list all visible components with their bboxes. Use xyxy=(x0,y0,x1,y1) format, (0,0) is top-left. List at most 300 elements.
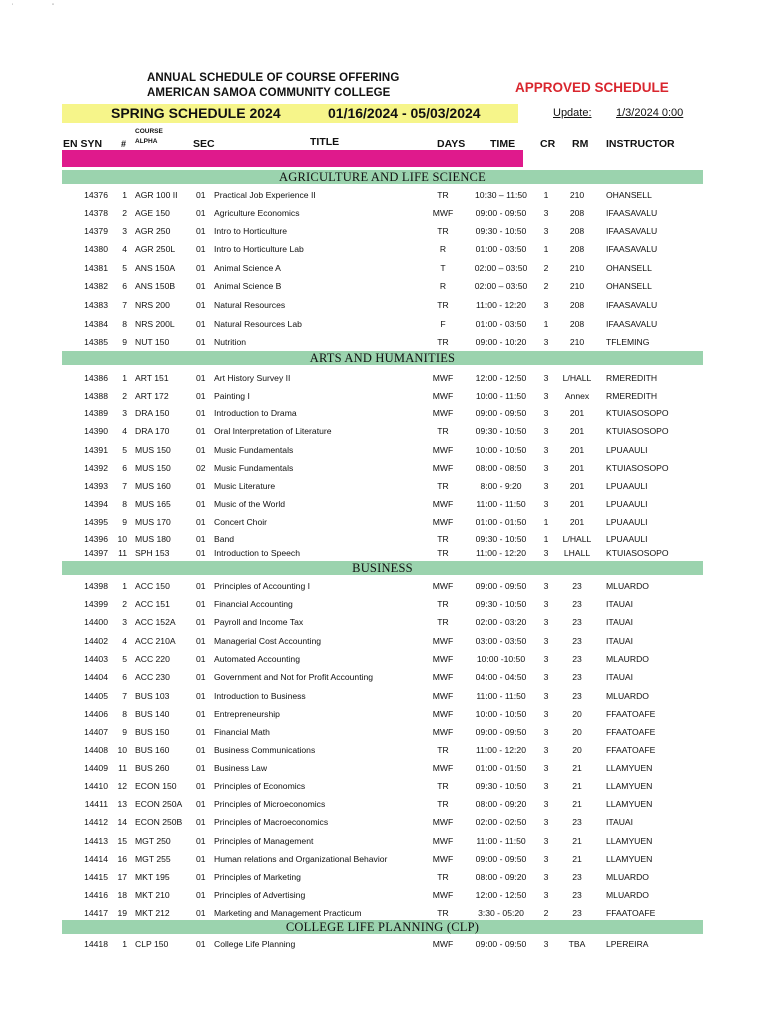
cell-rm: 21 xyxy=(572,763,582,773)
cell-en-syn: 14399 xyxy=(84,599,108,609)
cell-days: F xyxy=(440,319,446,329)
update-label: Update: xyxy=(553,107,592,119)
schedule-banner xyxy=(62,104,518,123)
cell-number: 5 xyxy=(122,445,127,455)
cell-time: 09:00 - 09:50 xyxy=(475,408,527,418)
cell-title: Business Communications xyxy=(214,745,316,755)
cell-time: 04:00 - 04:50 xyxy=(475,672,527,682)
cell-sec: 02 xyxy=(196,463,206,473)
cell-instructor: LLAMYUEN xyxy=(606,781,653,791)
cell-en-syn: 14379 xyxy=(84,226,108,236)
cell-en-syn: 14388 xyxy=(84,391,108,401)
cell-rm: 21 xyxy=(572,781,582,791)
cell-number: 7 xyxy=(122,481,127,491)
cell-course: ACC 210A xyxy=(135,636,176,646)
table-row xyxy=(0,813,768,831)
cell-number: 7 xyxy=(122,691,127,701)
cell-title: Agriculture Economics xyxy=(214,208,300,218)
cell-rm: 20 xyxy=(572,745,582,755)
cell-sec: 01 xyxy=(196,908,206,918)
cell-title: Principles of Advertising xyxy=(214,890,306,900)
table-row xyxy=(0,477,768,495)
cell-rm: 201 xyxy=(569,426,585,436)
cell-days: MWF xyxy=(432,208,454,218)
cell-en-syn: 14390 xyxy=(84,426,108,436)
cell-instructor: LLAMYUEN xyxy=(606,763,653,773)
cell-cr: 3 xyxy=(543,890,549,900)
cell-instructor: IFAASAVALU xyxy=(606,244,658,254)
cell-course: MUS 150 xyxy=(135,445,171,455)
table-row xyxy=(0,935,768,953)
col-time: TIME xyxy=(490,138,516,150)
cell-en-syn: 14404 xyxy=(84,672,108,682)
cell-number: 3 xyxy=(122,226,127,236)
cell-en-syn: 14383 xyxy=(84,300,108,310)
cell-days: TR xyxy=(437,534,449,544)
cell-cr: 3 xyxy=(543,872,549,882)
cell-en-syn: 14412 xyxy=(84,817,108,827)
cell-instructor: FFAATOAFE xyxy=(606,709,656,719)
cell-course: ACC 150 xyxy=(135,581,170,591)
cell-title: Government and Not for Profit Accounting xyxy=(214,672,374,682)
cell-days: R xyxy=(439,244,447,254)
cell-instructor: IFAASAVALU xyxy=(606,226,658,236)
cell-days: TR xyxy=(437,337,449,347)
col-sec: SEC xyxy=(193,138,215,150)
cell-course: BUS 140 xyxy=(135,709,170,719)
cell-days: MWF xyxy=(432,709,454,719)
cell-days: MWF xyxy=(432,373,454,383)
cell-sec: 01 xyxy=(196,481,206,491)
cell-sec: 01 xyxy=(196,709,206,719)
col-course-label: COURSE xyxy=(135,128,163,135)
cell-rm: 208 xyxy=(569,319,585,329)
cell-course: BUS 150 xyxy=(135,727,170,737)
cell-days: MWF xyxy=(432,636,454,646)
cell-sec: 01 xyxy=(196,654,206,664)
cell-sec: 01 xyxy=(196,727,206,737)
cell-instructor: MLUARDO xyxy=(606,691,649,701)
cell-number: 1 xyxy=(122,190,127,200)
cell-title: Introduction to Business xyxy=(214,691,306,701)
table-row xyxy=(0,404,768,422)
cell-en-syn: 14395 xyxy=(84,517,108,527)
cell-rm: 20 xyxy=(572,709,582,719)
cell-time: 09:00 - 09:50 xyxy=(475,854,527,864)
cell-time: 09:00 - 10:20 xyxy=(475,337,527,347)
cell-en-syn: 14384 xyxy=(84,319,108,329)
table-row xyxy=(0,387,768,405)
cell-rm: 21 xyxy=(572,854,582,864)
cell-number: 3 xyxy=(122,408,127,418)
cell-en-syn: 14410 xyxy=(84,781,108,791)
cell-course: NRS 200 xyxy=(135,300,170,310)
cell-en-syn: 14392 xyxy=(84,463,108,473)
table-row xyxy=(0,777,768,795)
cell-days: MWF xyxy=(432,391,454,401)
cell-days: T xyxy=(440,263,446,273)
cell-title: Intro to Horticulture Lab xyxy=(214,244,304,254)
cell-days: MWF xyxy=(432,499,454,509)
cell-title: Art History Survey II xyxy=(214,373,291,383)
cell-sec: 01 xyxy=(196,799,206,809)
cell-instructor: LPUAAULI xyxy=(606,499,648,509)
cell-sec: 01 xyxy=(196,890,206,900)
cell-en-syn: 14389 xyxy=(84,408,108,418)
cell-number: 1 xyxy=(122,939,127,949)
cell-cr: 3 xyxy=(543,481,549,491)
cell-rm: LHALL xyxy=(563,548,591,558)
cell-days: TR xyxy=(437,226,449,236)
cell-time: 03:00 - 03:50 xyxy=(475,636,527,646)
cell-title: Music Literature xyxy=(214,481,276,491)
cell-instructor: FFAATOAFE xyxy=(606,727,656,737)
cell-instructor: LPEREIRA xyxy=(606,939,649,949)
cell-rm: 23 xyxy=(572,636,582,646)
cell-instructor: IFAASAVALU xyxy=(606,319,658,329)
cell-course: DRA 170 xyxy=(135,426,170,436)
banner-title: SPRING SCHEDULE 2024 xyxy=(111,105,281,121)
cell-title: Animal Science B xyxy=(214,281,282,291)
cell-time: 10:00 - 11:50 xyxy=(475,391,526,401)
table-row xyxy=(0,705,768,723)
cell-instructor: RMEREDITH xyxy=(606,391,658,401)
cell-sec: 01 xyxy=(196,426,206,436)
cell-cr: 3 xyxy=(543,727,549,737)
table-row xyxy=(0,613,768,631)
col-number: # xyxy=(121,139,127,149)
cell-en-syn: 14385 xyxy=(84,337,108,347)
cell-cr: 3 xyxy=(543,781,549,791)
cell-number: 11 xyxy=(118,548,127,558)
cell-cr: 3 xyxy=(543,836,549,846)
cell-course: MGT 255 xyxy=(135,854,171,864)
cell-days: MWF xyxy=(432,517,454,527)
cell-sec: 01 xyxy=(196,226,206,236)
cell-rm: 201 xyxy=(569,445,585,455)
cell-days: TR xyxy=(437,426,449,436)
cell-title: Principles of Accounting I xyxy=(214,581,311,591)
cell-title: Band xyxy=(214,534,235,544)
table-row xyxy=(0,544,768,562)
cell-en-syn: 14403 xyxy=(84,654,108,664)
cell-rm: 23 xyxy=(572,691,582,701)
cell-rm: 23 xyxy=(572,617,582,627)
cell-sec: 01 xyxy=(196,499,206,509)
table-row xyxy=(0,741,768,759)
cell-title: Human relations and Organizational Behavior xyxy=(214,854,388,864)
cell-course: ART 172 xyxy=(135,391,169,401)
section-header-business: BUSINESS xyxy=(62,561,703,575)
cell-cr: 3 xyxy=(543,799,549,809)
cell-course: ACC 151 xyxy=(135,599,170,609)
cell-rm: 201 xyxy=(569,517,585,527)
cell-number: 10 xyxy=(117,745,127,755)
cell-time: 02:00 - 02:50 xyxy=(475,817,527,827)
cell-sec: 01 xyxy=(196,517,206,527)
cell-course: MUS 165 xyxy=(135,499,171,509)
cell-instructor: TFLEMING xyxy=(606,337,650,347)
cell-time: 09:30 - 10:50 xyxy=(475,226,527,236)
table-row xyxy=(0,259,768,277)
cell-sec: 01 xyxy=(196,781,206,791)
cell-sec: 01 xyxy=(196,445,206,455)
cell-sec: 01 xyxy=(196,854,206,864)
cell-course: CLP 150 xyxy=(135,939,169,949)
table-row xyxy=(0,850,768,868)
cell-cr: 3 xyxy=(543,426,549,436)
cell-cr: 3 xyxy=(543,208,549,218)
cell-en-syn: 14406 xyxy=(84,709,108,719)
cell-cr: 1 xyxy=(543,190,549,200)
cell-title: Automated Accounting xyxy=(214,654,300,664)
cell-days: TR xyxy=(437,617,449,627)
cell-time: 01:00 - 01:50 xyxy=(475,517,527,527)
col-cr: CR xyxy=(540,138,556,150)
table-row xyxy=(0,795,768,813)
cell-title: Payroll and Income Tax xyxy=(214,617,304,627)
cell-instructor: ITAUAI xyxy=(606,817,634,827)
cell-course: ART 151 xyxy=(135,373,169,383)
cell-title: Financial Math xyxy=(214,727,270,737)
banner-dates: 01/16/2024 - 05/03/2024 xyxy=(328,105,481,121)
cell-days: MWF xyxy=(432,445,454,455)
cell-rm: 23 xyxy=(572,672,582,682)
cell-course: NUT 150 xyxy=(135,337,170,347)
cell-cr: 3 xyxy=(543,581,549,591)
cell-sec: 01 xyxy=(196,691,206,701)
cell-course: BUS 160 xyxy=(135,745,170,755)
cell-time: 09:00 - 09:50 xyxy=(475,939,527,949)
cell-cr: 1 xyxy=(543,534,549,544)
cell-cr: 3 xyxy=(543,463,549,473)
cell-sec: 01 xyxy=(196,319,206,329)
cell-time: 11:00 - 11:50 xyxy=(476,499,526,509)
cell-course: MGT 250 xyxy=(135,836,171,846)
cell-days: TR xyxy=(437,799,449,809)
cell-en-syn: 14411 xyxy=(84,799,108,809)
section-header-agriculture: AGRICULTURE AND LIFE SCIENCE xyxy=(62,170,703,184)
cell-instructor: ITAUAI xyxy=(606,617,634,627)
cell-rm: 201 xyxy=(569,463,585,473)
cell-sec: 01 xyxy=(196,208,206,218)
cell-title: Concert Choir xyxy=(214,517,268,527)
cell-en-syn: 14409 xyxy=(84,763,108,773)
cell-title: College Life Planning xyxy=(214,939,296,949)
section-header-arts: ARTS AND HUMANITIES xyxy=(62,351,703,365)
cell-days: TR xyxy=(437,781,449,791)
cell-title: Painting I xyxy=(214,391,250,401)
highlight-bar xyxy=(62,150,523,167)
cell-title: Music of the World xyxy=(214,499,286,509)
cell-course: ACC 220 xyxy=(135,654,170,664)
cell-cr: 3 xyxy=(543,817,549,827)
cell-title: Business Law xyxy=(214,763,268,773)
cell-number: 14 xyxy=(117,817,127,827)
cell-rm: 201 xyxy=(569,408,585,418)
cell-en-syn: 14391 xyxy=(84,445,108,455)
cell-sec: 01 xyxy=(196,836,206,846)
cell-instructor: FFAATOAFE xyxy=(606,745,656,755)
cell-number: 16 xyxy=(117,854,127,864)
cell-cr: 3 xyxy=(543,672,549,682)
cell-en-syn: 14398 xyxy=(84,581,108,591)
cell-number: 18 xyxy=(117,890,127,900)
cell-number: 2 xyxy=(122,599,127,609)
cell-title: Introduction to Speech xyxy=(214,548,300,558)
cell-time: 08:00 - 09:20 xyxy=(475,799,527,809)
cell-cr: 2 xyxy=(543,263,549,273)
cell-en-syn: 14381 xyxy=(84,263,108,273)
cell-time: 01:00 - 03:50 xyxy=(475,319,527,329)
cell-number: 4 xyxy=(122,426,127,436)
cell-time: 10:00 - 10:50 xyxy=(475,445,527,455)
cell-time: 09:00 - 09:50 xyxy=(475,727,527,737)
cell-sec: 01 xyxy=(196,817,206,827)
cell-course: MKT 212 xyxy=(135,908,170,918)
cell-cr: 3 xyxy=(543,745,549,755)
cell-en-syn: 14413 xyxy=(84,836,108,846)
cell-days: MWF xyxy=(432,939,454,949)
cell-course: ECON 250A xyxy=(135,799,183,809)
table-row xyxy=(0,240,768,258)
cell-instructor: MLUARDO xyxy=(606,890,649,900)
cell-course: MUS 170 xyxy=(135,517,171,527)
cell-en-syn: 14393 xyxy=(84,481,108,491)
cell-number: 9 xyxy=(122,337,127,347)
cell-days: MWF xyxy=(432,727,454,737)
cell-en-syn: 14418 xyxy=(84,939,108,949)
cell-title: Natural Resources Lab xyxy=(214,319,302,329)
cell-en-syn: 14405 xyxy=(84,691,108,701)
cell-rm: 23 xyxy=(572,654,582,664)
cell-course: ANS 150B xyxy=(135,281,176,291)
cell-cr: 3 xyxy=(543,709,549,719)
cell-cr: 3 xyxy=(543,617,549,627)
cell-days: MWF xyxy=(432,817,454,827)
cell-number: 9 xyxy=(122,727,127,737)
cell-title: Managerial Cost Accounting xyxy=(214,636,322,646)
cell-title: Financial Accounting xyxy=(214,599,293,609)
cell-sec: 01 xyxy=(196,190,206,200)
cell-sec: 01 xyxy=(196,636,206,646)
cell-time: 11:00 - 12:20 xyxy=(475,745,526,755)
cell-days: MWF xyxy=(432,581,454,591)
cell-rm: 208 xyxy=(569,300,585,310)
cell-rm: 23 xyxy=(572,890,582,900)
col-rm: RM xyxy=(572,138,589,150)
cell-days: MWF xyxy=(432,463,454,473)
table-row xyxy=(0,333,768,351)
cell-rm: 201 xyxy=(569,499,585,509)
table-row xyxy=(0,595,768,613)
table-row xyxy=(0,723,768,741)
cell-en-syn: 14396 xyxy=(84,534,108,544)
cell-cr: 3 xyxy=(543,373,549,383)
cell-days: MWF xyxy=(432,672,454,682)
cell-time: 01:00 - 01:50 xyxy=(475,763,527,773)
college-name: AMERICAN SAMOA COMMUNITY COLLEGE xyxy=(147,87,391,99)
cell-en-syn: 14417 xyxy=(84,908,108,918)
cell-time: 09:00 - 09:50 xyxy=(475,208,527,218)
cell-time: 11:00 - 12:20 xyxy=(475,548,526,558)
cell-time: 11:00 - 11:50 xyxy=(476,691,526,701)
cell-number: 10 xyxy=(117,534,127,544)
cell-course: ACC 230 xyxy=(135,672,170,682)
col-en-syn: EN SYN xyxy=(63,138,103,150)
cell-number: 2 xyxy=(122,208,127,218)
cell-course: MUS 180 xyxy=(135,534,171,544)
cell-cr: 3 xyxy=(543,939,549,949)
cell-course: BUS 260 xyxy=(135,763,170,773)
table-row xyxy=(0,668,768,686)
cell-cr: 3 xyxy=(543,654,549,664)
cell-sec: 01 xyxy=(196,373,206,383)
cell-days: MWF xyxy=(432,654,454,664)
cell-instructor: LLAMYUEN xyxy=(606,836,653,846)
approved-schedule-label: APPROVED SCHEDULE xyxy=(515,80,669,95)
cell-number: 5 xyxy=(122,263,127,273)
cell-title: Introduction to Drama xyxy=(214,408,297,418)
cell-course: ECON 150 xyxy=(135,781,177,791)
cell-course: AGR 250 xyxy=(135,226,171,236)
cell-rm: 21 xyxy=(572,799,582,809)
cell-number: 6 xyxy=(122,463,127,473)
cell-days: TR xyxy=(437,908,449,918)
cell-course: MUS 160 xyxy=(135,481,171,491)
cell-rm: 23 xyxy=(572,817,582,827)
cell-time: 10:00 -10:50 xyxy=(476,654,526,664)
cell-time: 12:00 - 12:50 xyxy=(475,373,527,383)
cell-sec: 01 xyxy=(196,617,206,627)
cell-sec: 01 xyxy=(196,939,206,949)
cell-title: Natural Resources xyxy=(214,300,286,310)
cell-number: 5 xyxy=(122,654,127,664)
cell-cr: 3 xyxy=(543,391,549,401)
cell-time: 01:00 - 03:50 xyxy=(475,244,527,254)
cell-rm: 208 xyxy=(569,226,585,236)
cell-time: 3:30 - 05:20 xyxy=(478,908,524,918)
cell-days: R xyxy=(439,281,447,291)
cell-cr: 3 xyxy=(543,300,549,310)
cell-cr: 3 xyxy=(543,636,549,646)
cell-en-syn: 14397 xyxy=(84,548,108,558)
cell-en-syn: 14414 xyxy=(84,854,108,864)
scan-mark: " xyxy=(52,4,55,10)
cell-instructor: LPUAAULI xyxy=(606,481,648,491)
cell-title: Entrepreneurship xyxy=(214,709,280,719)
cell-number: 4 xyxy=(122,244,127,254)
cell-title: Principles of Management xyxy=(214,836,314,846)
cell-instructor: MLUARDO xyxy=(606,872,649,882)
cell-rm: 201 xyxy=(569,481,585,491)
cell-number: 17 xyxy=(117,872,127,882)
cell-number: 6 xyxy=(122,672,127,682)
table-row xyxy=(0,422,768,440)
cell-cr: 3 xyxy=(543,499,549,509)
cell-title: Principles of Economics xyxy=(214,781,306,791)
table-row xyxy=(0,296,768,314)
cell-rm: 210 xyxy=(569,281,585,291)
cell-time: 09:00 - 09:50 xyxy=(475,581,527,591)
cell-time: 12:00 - 12:50 xyxy=(475,890,527,900)
cell-number: 6 xyxy=(122,281,127,291)
cell-time: 09:30 - 10:50 xyxy=(475,426,527,436)
cell-rm: 21 xyxy=(572,836,582,846)
cell-en-syn: 14378 xyxy=(84,208,108,218)
cell-sec: 01 xyxy=(196,281,206,291)
cell-instructor: LPUAAULI xyxy=(606,517,648,527)
